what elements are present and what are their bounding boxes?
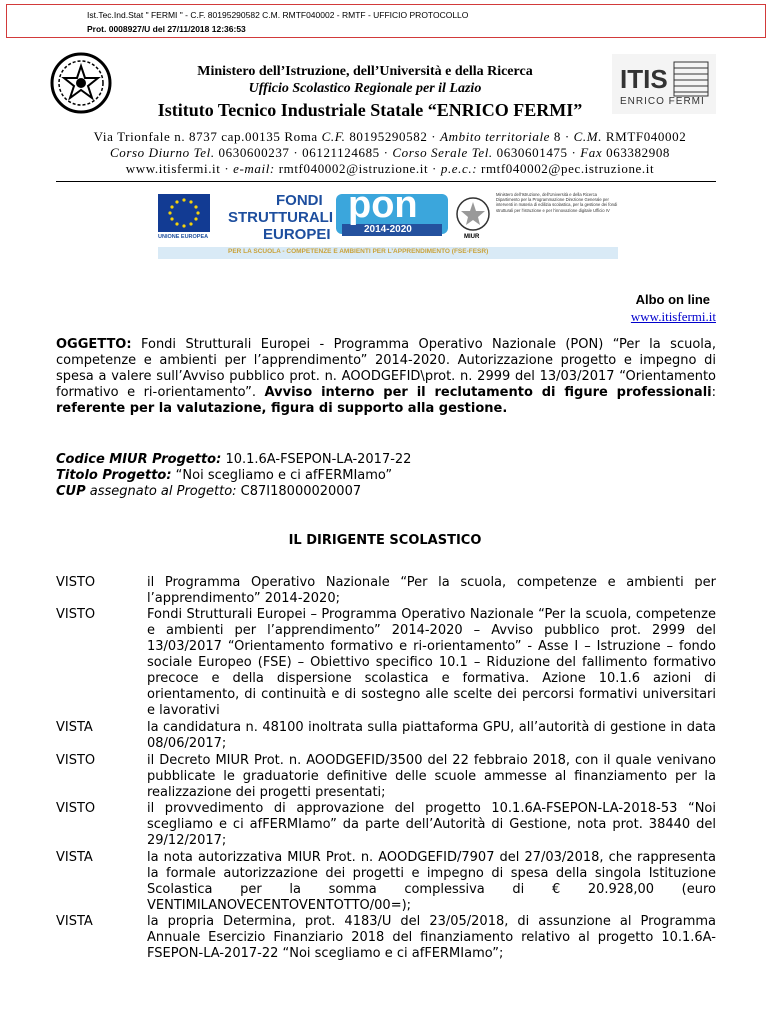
school-name: Istituto Tecnico Industriale Statale “ENRICO FERMI” — [157, 100, 583, 120]
addr1-b: C.F. — [321, 129, 346, 144]
project-codes — [56, 452, 411, 500]
titolo-row — [56, 468, 411, 484]
addr2-c: Corso Serale Tel. — [392, 145, 493, 160]
cup-label: CUP — [56, 484, 86, 499]
address-line-1 — [40, 129, 740, 145]
titolo-value: “Noi scegliamo e ci afFERMIamo” — [171, 468, 393, 483]
visto-key: VISTA — [56, 720, 93, 735]
website-link[interactable]: www.itisfermi.it — [630, 309, 716, 324]
visto-item — [56, 575, 716, 607]
addr1-f: C.M. — [573, 129, 603, 144]
visto-item — [56, 607, 716, 719]
visto-key: VISTO — [56, 801, 96, 816]
codice-value: 10.1.6A-FSEPON-LA-2017-22 — [221, 452, 412, 467]
italian-republic-emblem — [50, 52, 112, 114]
addr1-c: 80195290582 · — [345, 129, 441, 144]
addr2-e: Fax — [580, 145, 603, 160]
visto-text: il Programma Operativo Nazionale “Per la scuola, competenze e ambienti per l’apprendimento” 2014-2020; — [147, 575, 716, 606]
addr1-g: RMTF040002 — [602, 129, 687, 144]
visto-item — [56, 850, 716, 914]
oggetto-colon: : — [711, 385, 716, 400]
fondi-line-3: EUROPEI — [263, 226, 331, 243]
addr2-d: 0630601475 · — [492, 145, 581, 160]
addr3-c: rmtf040002@istruzione.it · — [274, 161, 441, 176]
visto-text: la nota autorizzativa MIUR Prot. n. AOODGEFID/7907 del 27/03/2018, che rappresenta la formale autorizzazione dei progetti e impegno di spesa della singola Istituzione Scolastica per la somma complessiva di € 20.928,00 (euro VENTIMILANOVECENTOVENTOTTO/00=); — [147, 850, 716, 913]
codice-miur-row — [56, 452, 411, 468]
visto-item — [56, 720, 716, 752]
itis-fermi-logo — [612, 54, 716, 114]
addr1-e: 8 · — [550, 129, 574, 144]
pon-logo-text: pon — [348, 184, 418, 226]
ue-label: UNIONE EUROPEA — [158, 234, 209, 240]
visto-item — [56, 753, 716, 801]
addr3-b: e-mail: — [233, 161, 275, 176]
oggetto-text: Fondi Strutturali Europei - Programma Operativo Nazionale (PON) “Per la scuola, competenze e ambienti per l’apprendimento” 2014-2020. Autorizzazione progetto e impegno di spesa a valere sull’Avviso pubblico prot. n. AOODGEFID\prot. n. 2999 del 13/03/2017 “Orientamento formativo e ri-orientamento”. — [56, 337, 716, 400]
fondi-line-2: STRUTTURALI — [228, 209, 333, 226]
titolo-label: Titolo Progetto: — [56, 468, 172, 483]
section-title: IL DIRIGENTE SCOLASTICO — [288, 533, 482, 548]
visto-text: il provvedimento di approvazione del progetto 10.1.6A-FSEPON-LA-2018-53 “Noi scegliamo e ci afFERMIamo” da parte dell’Autorità di Gestione, nota prot. 38440 del 29/12/2017; — [147, 801, 716, 848]
stamp-line-2: Prot. 0008927/U del 27/11/2018 12:36:53 — [87, 24, 246, 34]
address-line-2 — [40, 145, 740, 161]
visto-text: la propria Determina, prot. 4183/U del 23/05/2018, di assunzione al Programma Annuale Esercizio Finanziario 2018 del finanziamento relativo al progetto 10.1.6A-FSEPON-LA-2017-22 “Noi scegliamo e ci afFERMIamo”; — [147, 914, 716, 961]
visto-text: Fondi Strutturali Europei – Programma Operativo Nazionale “Per la scuola, competenze e ambienti per l’apprendimento” 2014-2020 – Avviso pubblico prot. 2999 del 13/03/2017 “Orientamento formativo e ri-orientamento” - Asse I – Istruzione – fondo sociale Europeo (FSE) – Obiettivo specifico 10.1 – Riduzione del fallimento formativo precoce e della dispersione scolastica e formativa. Azione 10.1.6 azioni di orientamento, di continuità e di sostegno alle scelte dei percorsi formativi universitari e lavorativi — [147, 607, 716, 718]
header-divider — [56, 181, 716, 182]
addr1-d: Ambito territoriale — [440, 129, 551, 144]
albo-online-label: Albo on line — [635, 292, 710, 307]
visto-item — [56, 801, 716, 849]
address-line-3 — [40, 161, 740, 177]
addr2-a: Corso Diurno Tel. — [109, 145, 215, 160]
visto-key: VISTO — [56, 575, 96, 590]
miur-label: MIUR — [464, 234, 480, 240]
oggetto-bold-2: referente per la valutazione, figura di supporto alla gestione. — [56, 401, 508, 416]
visto-item — [56, 914, 716, 962]
addr1-a: Via Trionfale n. 8737 cap.00135 Roma — [93, 129, 322, 144]
visto-key: VISTA — [56, 914, 93, 929]
cup-value: C87I18000020007 — [236, 484, 362, 499]
addr3-a: www.itisfermi.it · — [125, 161, 234, 176]
fondi-line-1: FONDI — [276, 192, 323, 209]
cup-label-rest: assegnato al Progetto: — [85, 484, 237, 499]
stamp-line-1: Ist.Tec.Ind.Stat " FERMI " - C.F. 80195290582 C.M. RMTF040002 - RMTF - UFFICIO PROTOCOLLO — [87, 10, 469, 20]
pon-years: 2014-2020 — [364, 224, 412, 235]
visto-key: VISTA — [56, 850, 93, 865]
ministry-name: Ministero dell’Istruzione, dell’Università e della Ricerca — [197, 64, 533, 79]
addr3-d: p.e.c.: — [440, 161, 478, 176]
pon-banner — [158, 184, 618, 260]
ministry-banner-text: Ministero dell’Istruzione, dell’Università e della Ricerca Dipartimento per la Programmazione Direzione Generale per interventi in materia di edilizia scolastica, per la gestione dei fondi strutturali per l’istruzione e per l’innovazione digitale Ufficio IV — [496, 192, 618, 213]
protocol-stamp — [6, 4, 766, 38]
header-block — [120, 64, 610, 97]
banner-strip-text: PER LA SCUOLA - COMPETENZE E AMBIENTI PER L’APPRENDIMENTO (FSE-FESR) — [228, 248, 489, 255]
visto-text: il Decreto MIUR Prot. n. AOODGEFID/3500 del 22 febbraio 2018, con il quale venivano pubblicate le graduatorie definitive delle scuole ammesse al finanziamento per la realizzazione dei progetti presentati; — [147, 753, 716, 800]
codice-label: Codice MIUR Progetto: — [56, 452, 222, 467]
visto-key: VISTO — [56, 753, 96, 768]
visto-text: la candidatura n. 48100 inoltrata sulla piattaforma GPU, all’autorità di gestione in data 08/06/2017; — [147, 720, 716, 751]
cup-row — [56, 484, 411, 500]
addr3-e: rmtf040002@pec.istruzione.it — [477, 161, 655, 176]
oggetto-paragraph — [56, 337, 716, 417]
addr2-b: 0630600237 · 06121124685 · — [214, 145, 393, 160]
addr2-f: 063382908 — [602, 145, 671, 160]
oggetto-label: OGGETTO: — [56, 337, 132, 352]
logo-small-text: ENRICO FERMI — [620, 96, 705, 107]
logo-big-text: ITIS — [620, 64, 668, 94]
visto-key: VISTO — [56, 607, 96, 622]
oggetto-bold: Avviso interno per il reclutamento di figure professionali — [264, 385, 712, 400]
regional-office: Ufficio Scolastico Regionale per il Lazio — [248, 81, 482, 96]
